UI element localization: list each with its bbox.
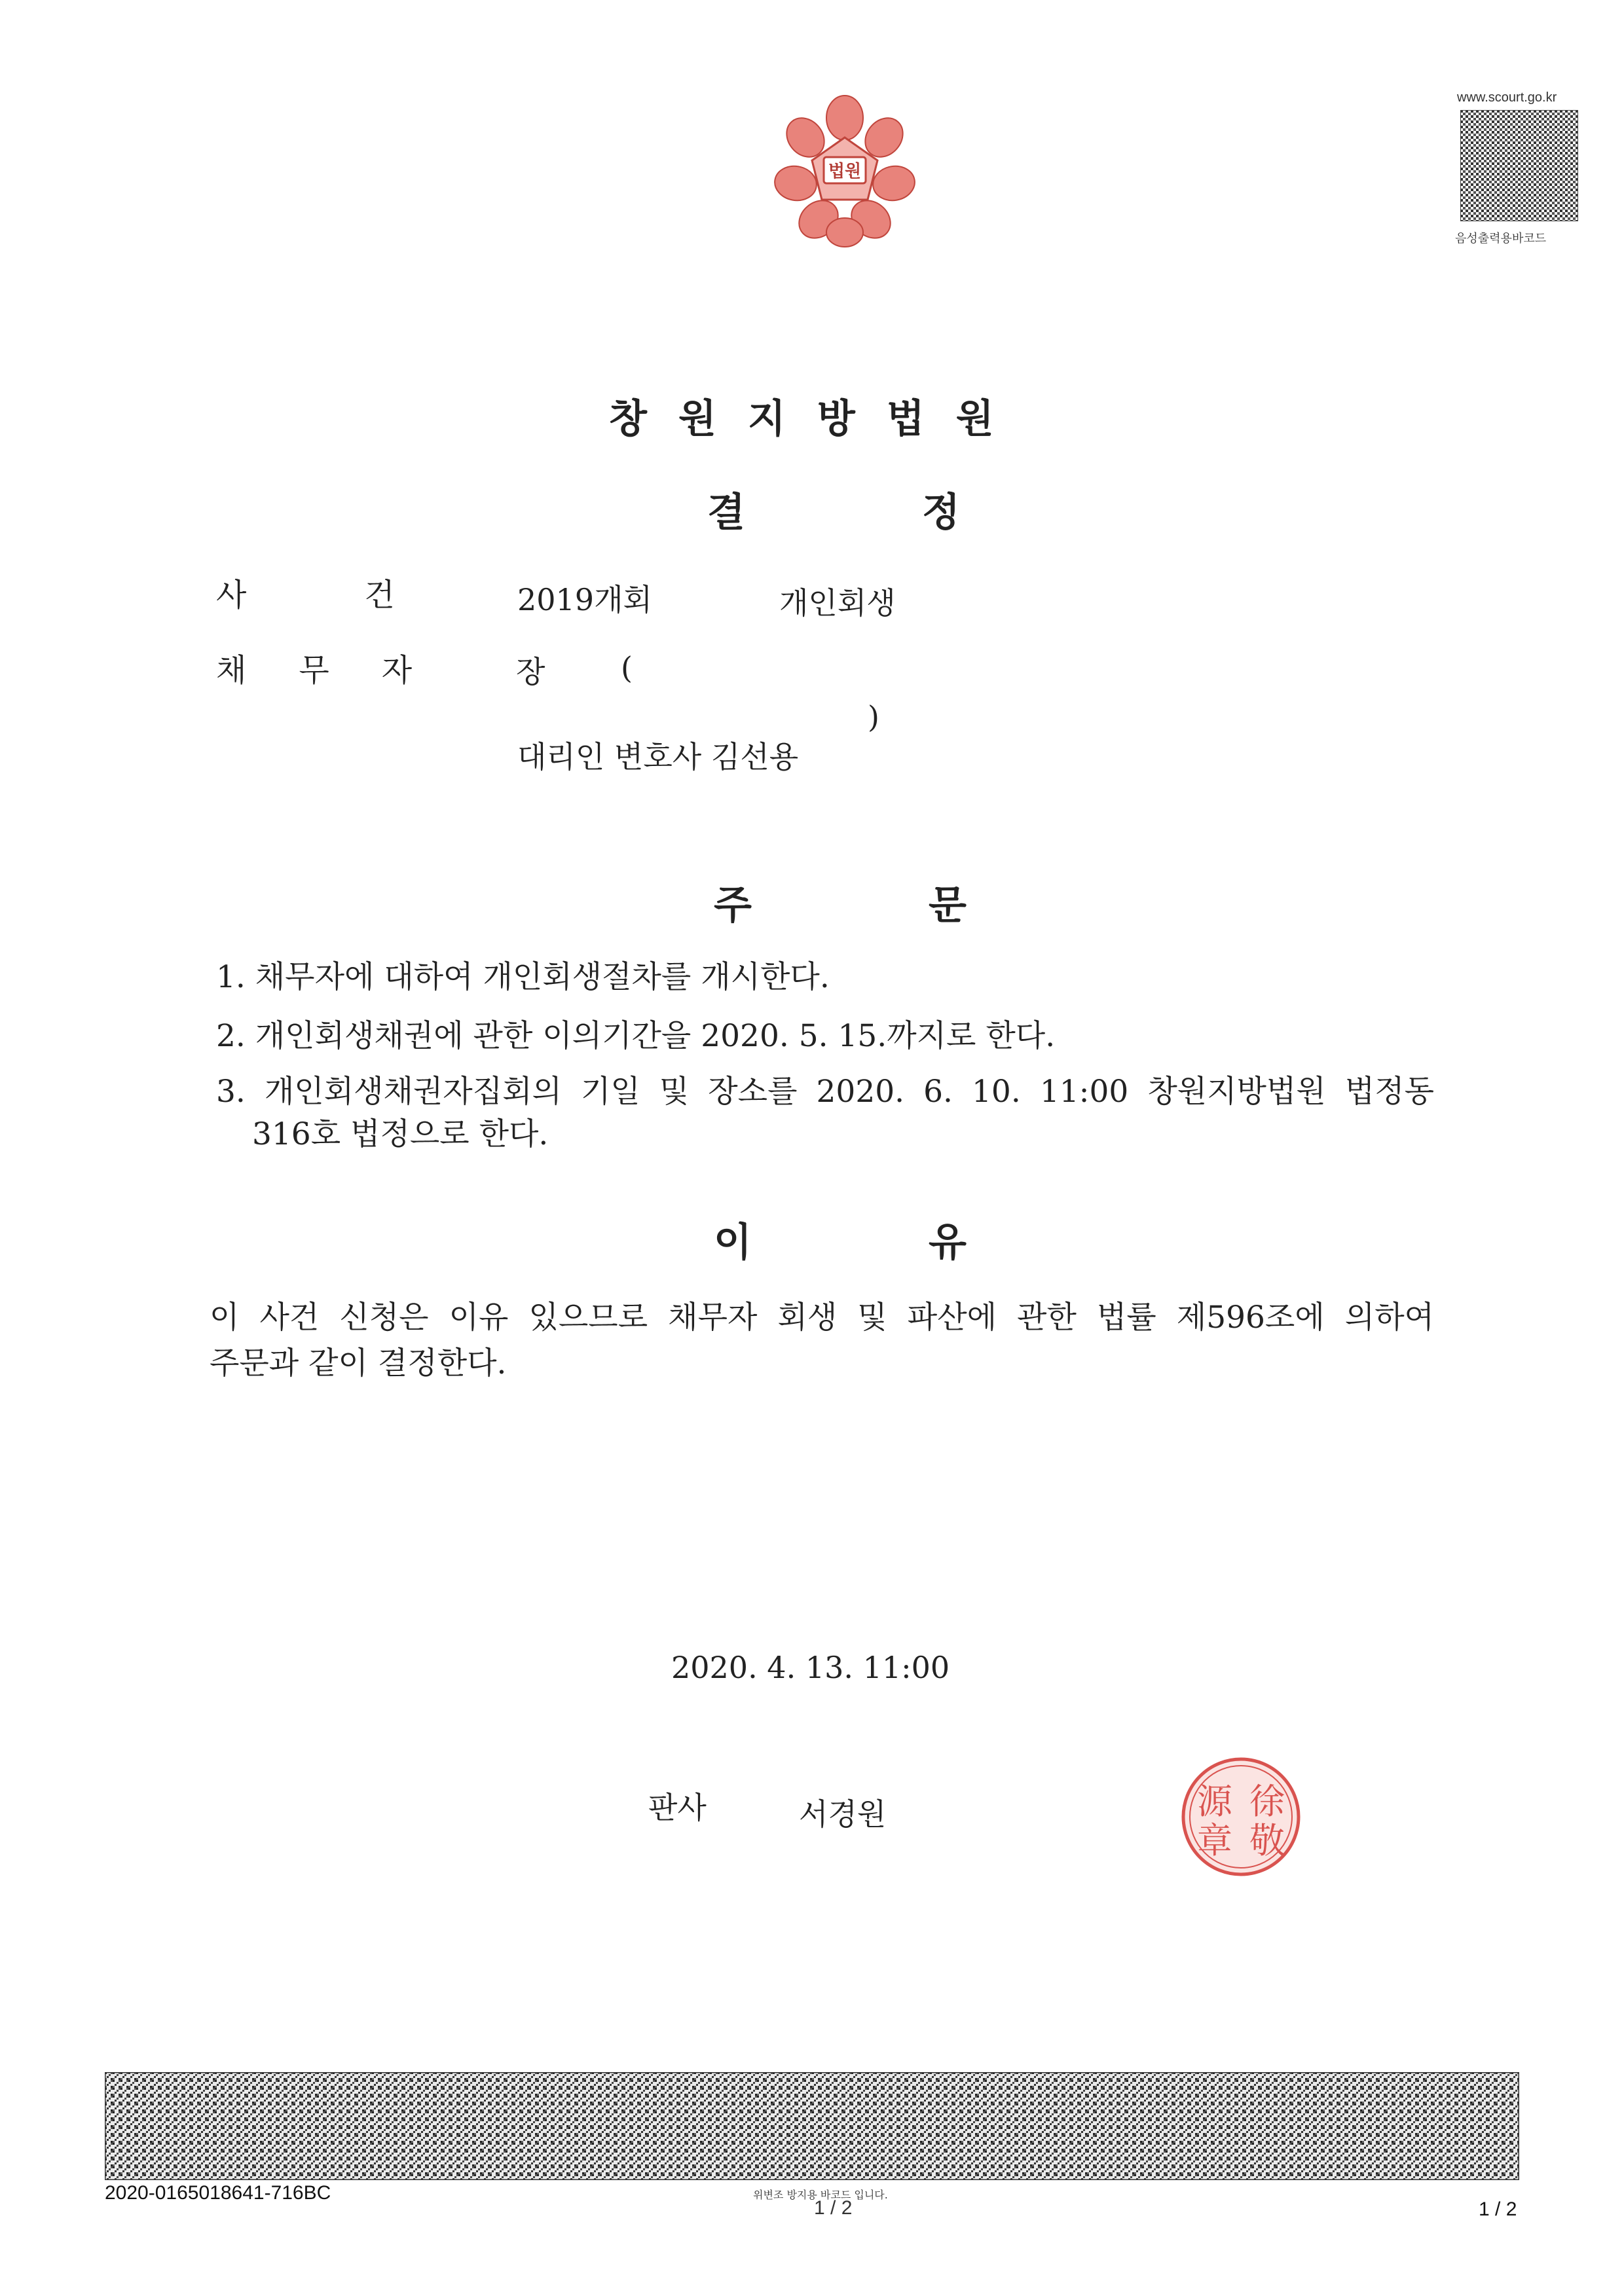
- barcode-note: 위변조 방지용 바코드 입니다.: [753, 2189, 888, 2201]
- case-number: 2019개회: [517, 582, 652, 617]
- page-number-center: 1 / 2: [814, 2197, 853, 2219]
- debtor-paren-open: (: [621, 650, 633, 685]
- order-item-1: 1. 채무자에 대하여 개인회생절차를 개시한다.: [216, 959, 830, 995]
- decision-title-right: 정: [921, 490, 960, 536]
- court-emblem-icon: [766, 92, 923, 249]
- seal-char-4: 敬: [1249, 1820, 1285, 1861]
- seal-char-1: 源: [1197, 1781, 1232, 1822]
- qr-barcode-icon: [1460, 110, 1578, 221]
- seal-char-3: 章: [1197, 1820, 1232, 1861]
- reason-title-right: 유: [928, 1220, 967, 1266]
- debtor-paren-close: ): [868, 699, 879, 735]
- case-type: 개인회생: [779, 585, 896, 621]
- emblem-text: 법원: [828, 162, 862, 181]
- decision-title-left: 결: [707, 490, 745, 536]
- judge-name: 서경원: [799, 1796, 887, 1832]
- reason-section-title: [714, 1211, 967, 1267]
- debtor-label: [216, 645, 464, 690]
- order-title-left: 주: [714, 883, 752, 928]
- court-website-url: www.scourt.go.kr: [1457, 90, 1557, 105]
- case-label-right: 건: [364, 577, 395, 613]
- order-item-3: 3. 개인회생채권자집회의 기일 및 장소를 2020. 6. 10. 11:00 창원지방법원 법정동: [216, 1074, 1434, 1110]
- seal-char-2: 徐: [1249, 1781, 1285, 1822]
- page-number-right: 1 / 2: [1479, 2198, 1517, 2220]
- reason-title-left: 이: [714, 1220, 752, 1266]
- judge-label: 판사: [648, 1790, 707, 1825]
- debtor-label-char-1: 채: [216, 652, 247, 689]
- debtor-agent: 대리인 변호사 김선용: [517, 739, 799, 774]
- document-id: 2020-0165018641-716BC: [105, 2182, 331, 2204]
- case-label: [216, 570, 395, 615]
- qr-caption: 음성출력용바코드: [1455, 232, 1547, 246]
- court-name-title: 창원지방법원: [609, 396, 1025, 442]
- judge-seal-icon: [1179, 1755, 1303, 1879]
- order-item-2: 2. 개인회생채권에 관한 이의기간을 2020. 5. 15.까지로 한다.: [216, 1018, 1056, 1054]
- order-section-title: [714, 874, 967, 930]
- reason-line-1: 이 사건 신청은 이유 있으므로 채무자 회생 및 파산에 관한 법률 제596조에 의하여: [210, 1300, 1434, 1336]
- debtor-label-char-3: 자: [381, 652, 413, 689]
- decision-title: [707, 481, 960, 538]
- debtor-label-char-2: 무: [299, 652, 329, 689]
- order-item-3-continued: 316호 법정으로 한다.: [252, 1116, 549, 1152]
- decision-date: 2020. 4. 13. 11:00: [671, 1650, 950, 1685]
- case-label-left: 사: [216, 577, 247, 613]
- reason-line-2: 주문과 같이 결정한다.: [210, 1345, 507, 1381]
- debtor-name: 장: [516, 654, 545, 689]
- order-title-right: 문: [928, 883, 967, 928]
- anti-forgery-barcode-icon: [105, 2072, 1519, 2180]
